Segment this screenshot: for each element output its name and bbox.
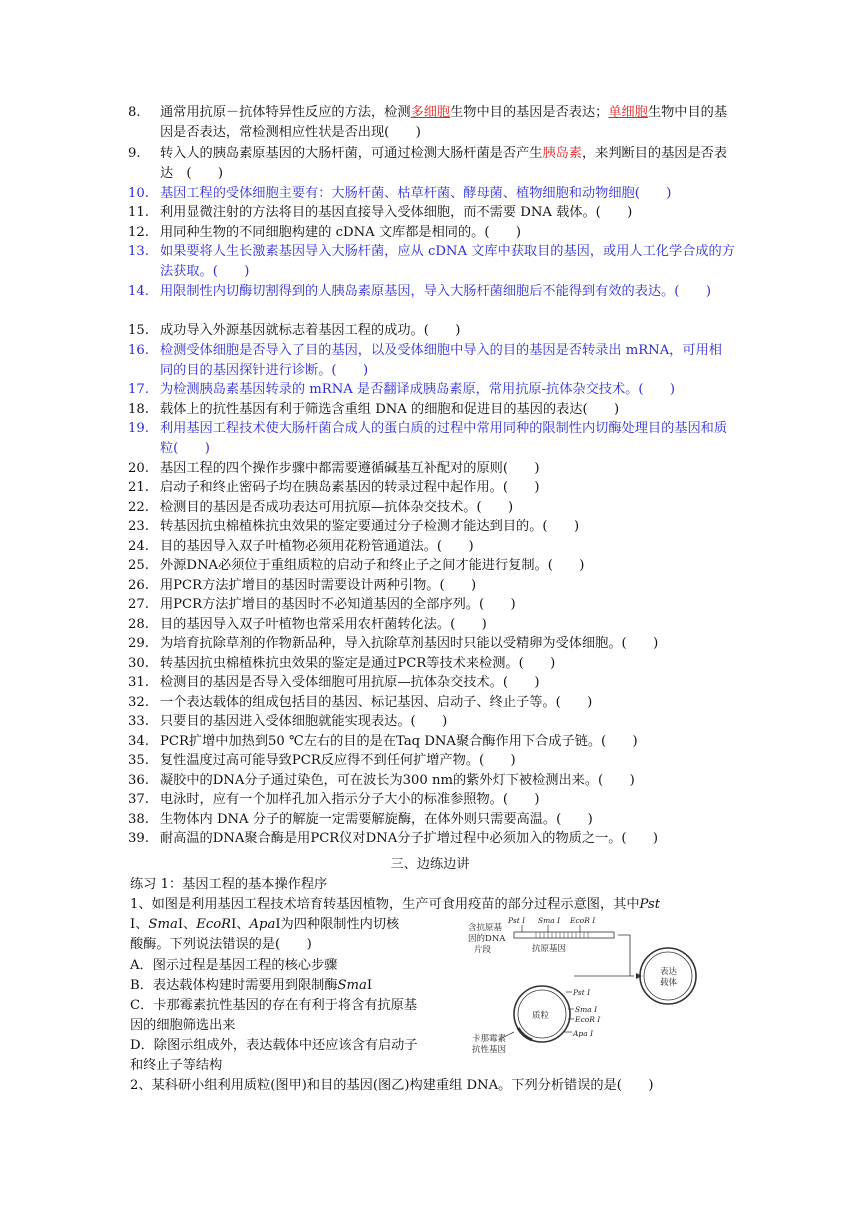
kan-gene-segment: [518, 1028, 532, 1040]
question-35: 35. 复性温度过高可能导致PCR反应得不到任何扩增产物。( ): [128, 753, 516, 768]
plasmid-site-ecor: EcoR Ⅰ: [575, 1015, 601, 1024]
question-17: 17. 为检测胰岛素基因转录的 mRNA 是否翻译成胰岛素原，常用抗原-抗体杂交技术。( ): [128, 382, 675, 397]
vector-label-2: 载体: [660, 978, 678, 988]
option-a: A．图示过程是基因工程的核心步骤: [130, 958, 338, 973]
question-21: 21. 启动子和终止密码子均在胰岛素基因的转录过程中起作用。( ): [128, 480, 540, 495]
question-37: 37. 电泳时，应有一个加样孔加入指示分子大小的标准参照物。( ): [128, 792, 540, 807]
question-22: 22. 检测目的基因是否成功表达可用抗原—抗体杂交技术。( ): [128, 500, 514, 515]
plasmid-label: 质粒: [532, 1011, 550, 1021]
arrow-head: [636, 973, 642, 979]
site-pst: Pst Ⅰ: [508, 916, 526, 925]
question-25: 25. 外源DNA必须位于重组质粒的启动子和终止子之间才能进行复制。( ): [128, 558, 585, 573]
option-d: D．除图示组成外，表达载体中还应该含有启动子: [130, 1038, 418, 1053]
question-38: 38. 生物体内 DNA 分子的解旋一定需要解旋酶，在体外则只需要高温。( ): [128, 812, 593, 827]
question-9: 9. 转入人的胰岛素原基因的大肠杆菌，可通过检测大肠杆菌是否产生胰岛素，来判断目的基因是否表达 ( ): [128, 146, 728, 181]
section-title: 三、边练边讲: [390, 857, 470, 872]
question-10: 10. 基因工程的受体细胞主要有：大肠杆菌、枯草杆菌、酵母菌、植物细胞和动物细胞( ): [128, 186, 672, 201]
question-27: 27. 用PCR方法扩增目的基因时不必知道基因的全部序列。( ): [128, 597, 516, 612]
question-31: 31. 检测目的基因是否导入受体细胞可用抗原—抗体杂交技术。( ): [128, 675, 540, 690]
question-11: 11. 利用显微注射的方法将目的基因直接导入受体细胞，而不需要 DNA 载体。( ): [128, 205, 633, 220]
question-33: 33. 只要目的基因进入受体细胞就能实现表达。( ): [128, 714, 448, 729]
highlight-insulin: 胰岛素: [542, 146, 582, 161]
dna-label-3: 片段: [474, 945, 492, 955]
exercise-1-stem-line3: 酸酶。下列说法错误的是( ): [130, 937, 312, 952]
question-13: 13. 如果要将人生长激素基因导入大肠杆菌，应从 cDNA 文库中获取目的基因，或用人工化学合成的方法获取。( ): [128, 244, 735, 279]
exercise-2-stem: 2、某科研小组利用质粒(图甲)和目的基因(图乙)构建重组 DNA。下列分析错误的是( ): [130, 1078, 654, 1093]
question-29: 29. 为培育抗除草剂的作物新品种，导入抗除草剂基因时只能以受精卵为受体细胞。( ): [128, 636, 659, 651]
question-number: 8.: [128, 105, 141, 120]
question-16: 16. 检测受体细胞是否导入了目的基因，以及受体细胞中导入的目的基因是否转录出 mRNA，可用相同的目的基因探针进行诊断。( ): [128, 343, 722, 378]
site-sma: Sma Ⅰ: [538, 916, 561, 925]
option-c-cont: 因的细胞筛选出来: [130, 1018, 236, 1033]
question-24: 24. 目的基因导入双子叶植物必须用花粉管通道法。( ): [128, 539, 474, 554]
plasmid-site-pst: Pst Ⅰ: [573, 988, 591, 997]
question-19: 19. 利用基因工程技术使大肠杆菌合成人的蛋白质的过程中常用同种的限制性内切酶处理目的基因和质粒( ): [128, 421, 728, 456]
question-39: 39. 耐高温的DNA聚合酶是用PCR仪对DNA分子扩增过程中必须加入的物质之一。( ): [128, 831, 659, 846]
highlight-multicell: 多细胞: [410, 105, 451, 120]
question-28: 28. 目的基因导入双子叶植物也常采用农杆菌转化法。( ): [128, 617, 487, 632]
dna-hatching: [536, 932, 588, 938]
kan-label-2: 抗性基因: [472, 1045, 507, 1055]
question-15: 15. 成功导入外源基因就标志着基因工程的成功。( ): [128, 323, 461, 338]
question-30: 30. 转基因抗虫棉植株抗虫效果的鉴定是通过PCR等技术来检测。( ): [128, 656, 556, 671]
question-14: 14. 用限制性内切酶切割得到的人胰岛素原基因，导入大肠杆菌细胞后不能得到有效的表达。( ): [128, 284, 711, 299]
highlight-singlecell: 单细胞: [608, 105, 648, 120]
question-34: 34. PCR扩增中加热到50 ℃左右的目的是在Taq DNA聚合酶作用下合成子链。( ): [128, 734, 638, 749]
question-26: 26. 用PCR方法扩增目的基因时需要设计两种引物。( ): [128, 578, 477, 593]
kan-label-1: 卡那霉素: [472, 1034, 507, 1044]
site-ecor: EcoR Ⅰ: [570, 916, 596, 925]
option-c: C．卡那霉素抗性基因的存在有利于将含有抗原基: [130, 998, 418, 1013]
arrow-fragment: [618, 935, 630, 970]
question-23: 23. 转基因抗虫棉植株抗虫效果的鉴定要通过分子检测才能达到目的。( ): [128, 519, 580, 534]
question-32: 32. 一个表达载体的组成包括目的基因、标记基因、启动子、终止子等。( ): [128, 695, 593, 710]
gene-label: 抗原基因: [532, 944, 567, 954]
question-36: 36. 凝胶中的DNA分子通过染色，可在波长为300 nm的紫外灯下被检测出来。( ): [128, 773, 635, 788]
question-12: 12. 用同种生物的不同细胞构建的 cDNA 文库都是相同的。( ): [128, 225, 522, 240]
practice-title: 练习 1：基因工程的基本操作程序: [130, 877, 328, 892]
question-18: 18. 载体上的抗性基因有利于筛选含重组 DNA 的细胞和促进目的基因的表达( ): [128, 402, 620, 417]
vector-label-1: 表达: [660, 967, 678, 977]
exercise-1-stem: 1、如图是利用基因工程技术培育转基因植物，生产可食用疫苗的部分过程示意图，其中Pst: [130, 897, 661, 912]
question-8: 8. 通常用抗原－抗体特异性反应的方法，检测多细胞生物中目的基因是否表达；单细胞生物中目的基因是否表达，常检测相应性状是否出现( ): [128, 105, 728, 140]
option-b: B．表达载体构建时需要用到限制酶SmaⅠ: [130, 978, 373, 993]
plasmid-site-apa: Apa Ⅰ: [573, 1029, 594, 1038]
option-d-cont: 和终止子等结构: [130, 1058, 223, 1073]
exercise-1-stem-line2: Ⅰ、SmaⅠ、EcoRⅠ、ApaⅠ为四种限制性内切核: [130, 917, 400, 932]
dna-label-2: 因的DNA: [468, 934, 506, 944]
plasmid-site-sma: Sma Ⅰ: [575, 1005, 598, 1014]
dna-label-1: 含抗原基: [468, 923, 503, 933]
question-20: 20. 基因工程的四个操作步骤中都需要遵循碱基互补配对的原则( ): [128, 461, 540, 476]
vector-construction-figure: [462, 912, 702, 1062]
